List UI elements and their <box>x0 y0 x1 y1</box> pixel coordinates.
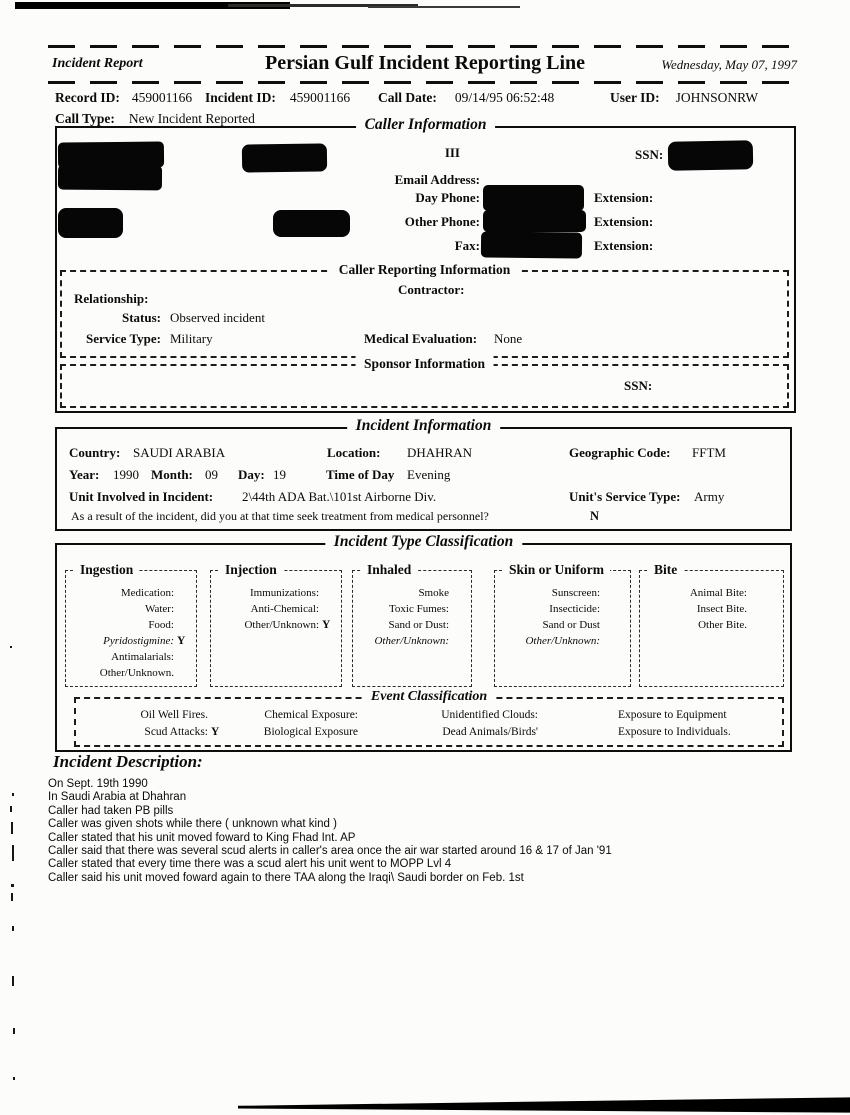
month-value: 09 <box>205 467 218 482</box>
injection-title: Injection <box>219 562 283 578</box>
bite-group <box>639 562 784 687</box>
unit-service-type-label: Unit's Service Type: <box>569 489 681 504</box>
record-id-label: Record ID: <box>55 90 120 105</box>
year-value: 1990 <box>113 467 139 482</box>
item-label: Sand or Dust <box>542 619 600 631</box>
item-label: Sunscreen: <box>551 587 600 599</box>
medical-evaluation-label: Medical Evaluation: <box>364 331 478 346</box>
item-label: Other/Unknown: <box>374 635 449 647</box>
description-line: Caller said his unit moved foward again to there TAA along the Iraqi\ Saudi border on Feb. 1st <box>48 871 524 884</box>
incident-information-box <box>55 417 792 531</box>
item-label: Other/Unknown: <box>525 635 600 647</box>
ingestion-group <box>65 562 197 687</box>
event-label: Exposure to Equipment <box>618 709 727 721</box>
record-id-field <box>55 89 192 107</box>
call-date-value: 09/14/95 06:52:48 <box>454 90 555 105</box>
caller-reporting-title: Caller Reporting Information <box>330 262 520 278</box>
user-id-value: JOHNSONRW <box>675 90 759 105</box>
report-type: Incident Report <box>52 56 143 71</box>
caller-information-title: Caller Information <box>356 116 496 134</box>
event-label: Biological Exposure <box>263 726 358 738</box>
unit-involved-value: 2\44th ADA Bat.\101st Airborne Div. <box>242 489 437 504</box>
treatment-question: As a result of the incident, did you at that time seek treatment from medical personnel? <box>71 509 489 523</box>
item-label: Food: <box>148 619 174 631</box>
header-rule-bottom <box>48 81 796 84</box>
item-label: Immunizations: <box>249 587 319 599</box>
scan-mark <box>12 926 14 931</box>
incident-type-classification-title: Incident Type Classification <box>325 533 522 551</box>
redaction-block-day-phone <box>483 185 584 211</box>
scan-mark <box>11 822 13 834</box>
event-value: Y <box>211 726 220 738</box>
item-label: Medication: <box>120 587 174 599</box>
item-label: Smoke <box>418 587 449 599</box>
report-date: Wednesday, May 07, 1997 <box>661 57 797 72</box>
scan-mark <box>11 884 14 887</box>
sponsor-information-title: Sponsor Information <box>355 356 494 372</box>
other-phone-label: Other Phone: <box>404 214 480 229</box>
description-line: Caller had taken PB pills <box>48 804 174 817</box>
redaction-block-left-lower <box>58 208 123 238</box>
ingestion-title: Ingestion <box>74 562 139 578</box>
scan-mark <box>12 845 14 861</box>
event-label: Oil Well Fires. <box>140 709 208 721</box>
incident-id-value: 459001166 <box>289 90 351 105</box>
scan-artifact-bottom-bar <box>238 1097 850 1113</box>
relationship-label: Relationship: <box>74 291 149 306</box>
email-address-label: Email Address: <box>394 172 480 187</box>
scan-mark <box>13 1077 15 1080</box>
service-type-label: Service Type: <box>86 331 161 346</box>
geographic-code-label: Geographic Code: <box>569 445 671 460</box>
event-label: Dead Animals/Birds' <box>442 726 538 738</box>
item-label: Insecticide: <box>549 603 600 615</box>
scan-mark <box>12 976 14 986</box>
unit-involved-label: Unit Involved in Incident: <box>69 489 214 504</box>
time-of-day-value: Evening <box>407 467 451 482</box>
country-label: Country: <box>69 445 121 460</box>
item-label: Insect Bite. <box>696 603 747 615</box>
event-label: Exposure to Individuals. <box>618 726 731 738</box>
day-phone-label: Day Phone: <box>415 190 480 205</box>
sponsor-ssn-label: SSN: <box>624 378 653 393</box>
record-id-value: 459001166 <box>131 90 193 105</box>
month-label: Month: <box>151 467 193 482</box>
item-label: Other/Unknown. <box>99 667 174 679</box>
item-label: Animal Bite: <box>689 587 747 599</box>
other-phone-extension-label: Extension: <box>594 214 654 229</box>
contractor-label: Contractor: <box>398 282 465 297</box>
description-line: Caller was given shots while there ( unknown what kind ) <box>48 818 337 831</box>
fax-extension-label: Extension: <box>594 238 654 253</box>
redaction-block-name-2 <box>58 165 162 191</box>
item-value: Y <box>322 619 331 631</box>
incident-description-title: Incident Description: <box>53 752 203 771</box>
call-type-label: Call Type: <box>55 111 115 126</box>
caller-ssn-label: SSN: <box>635 147 664 162</box>
call-type-value: New Incident Reported <box>128 111 255 126</box>
user-id-field <box>610 89 758 107</box>
redaction-block-fax <box>481 231 582 258</box>
incident-description <box>48 778 612 885</box>
event-label: Scud Attacks: <box>144 726 208 738</box>
event-label: Chemical Exposure: <box>264 709 358 721</box>
item-value: Y <box>177 635 186 647</box>
description-line: On Sept. 19th 1990 <box>48 778 148 790</box>
scan-mark <box>10 806 12 812</box>
item-label: Toxic Fumes: <box>388 603 449 615</box>
fax-label: Fax: <box>454 238 480 253</box>
day-label: Day: <box>238 467 265 482</box>
user-id-label: User ID: <box>610 90 660 105</box>
location-label: Location: <box>327 445 381 460</box>
redaction-block-other-phone <box>483 210 586 232</box>
geographic-code-value: FFTM <box>692 445 726 460</box>
medical-evaluation-value: None <box>494 331 523 346</box>
description-line: In Saudi Arabia at Dhahran <box>48 791 187 804</box>
day-phone-extension-label: Extension: <box>594 190 654 205</box>
event-label: Unidentified Clouds: <box>441 709 538 721</box>
scan-mark <box>12 793 14 796</box>
skin-or-uniform-title: Skin or Uniform <box>503 562 610 578</box>
item-label: Pyridostigmine: <box>103 635 174 647</box>
inhaled-title: Inhaled <box>361 562 417 578</box>
bite-title: Bite <box>648 562 683 578</box>
day-value: 19 <box>273 467 286 482</box>
item-label: Antimalarials: <box>111 651 174 663</box>
event-classification-title: Event Classification <box>362 689 496 705</box>
item-label: Water: <box>144 603 174 615</box>
treatment-answer: N <box>590 509 600 523</box>
inhaled-group <box>352 562 472 687</box>
call-date-field <box>378 89 554 107</box>
status-value: Observed incident <box>170 310 265 325</box>
description-line: Caller said that there was several scud alerts in caller's area once the air war started around 16 & 17 of Jan '91 <box>48 845 612 858</box>
country-value: SAUDI ARABIA <box>133 445 226 460</box>
scan-mark <box>13 1028 15 1034</box>
injection-group <box>210 562 342 687</box>
item-label: Other/Unknown: <box>244 619 319 631</box>
year-label: Year: <box>69 467 100 482</box>
time-of-day-label: Time of Day <box>326 467 395 482</box>
header-rule-top <box>48 45 796 48</box>
scan-artifact-top-bar-3 <box>368 6 520 8</box>
skin-or-uniform-group <box>494 562 631 687</box>
item-label: Anti-Chemical: <box>250 603 319 615</box>
caller-suffix: III <box>444 145 460 160</box>
description-line: Caller stated that every time there was a scud alert his unit went to MOPP Lvl 4 <box>48 858 452 871</box>
description-line: Caller stated that his unit moved foward to King Fhad Int. AP <box>48 831 356 844</box>
redaction-block-middle <box>242 143 327 172</box>
service-type-value: Military <box>170 331 213 346</box>
scan-mark <box>11 893 13 901</box>
incident-id-label: Incident ID: <box>205 90 276 105</box>
unit-service-type-value: Army <box>694 489 725 504</box>
scan-mark <box>10 646 12 648</box>
redaction-block-ssn <box>668 140 753 170</box>
sponsor-information-box <box>60 356 789 408</box>
incident-type-classification-box <box>55 533 792 752</box>
item-label: Sand or Dust: <box>388 619 449 631</box>
call-date-label: Call Date: <box>378 90 437 105</box>
page-title: Persian Gulf Incident Reporting Line <box>264 52 586 74</box>
event-classification-box <box>74 689 784 747</box>
caller-reporting-box <box>60 262 789 358</box>
location-value: DHAHRAN <box>407 445 472 460</box>
item-label: Other Bite. <box>698 619 747 631</box>
status-label: Status: <box>121 310 161 325</box>
incident-information-title: Incident Information <box>347 417 501 435</box>
incident-id-field <box>205 89 350 107</box>
